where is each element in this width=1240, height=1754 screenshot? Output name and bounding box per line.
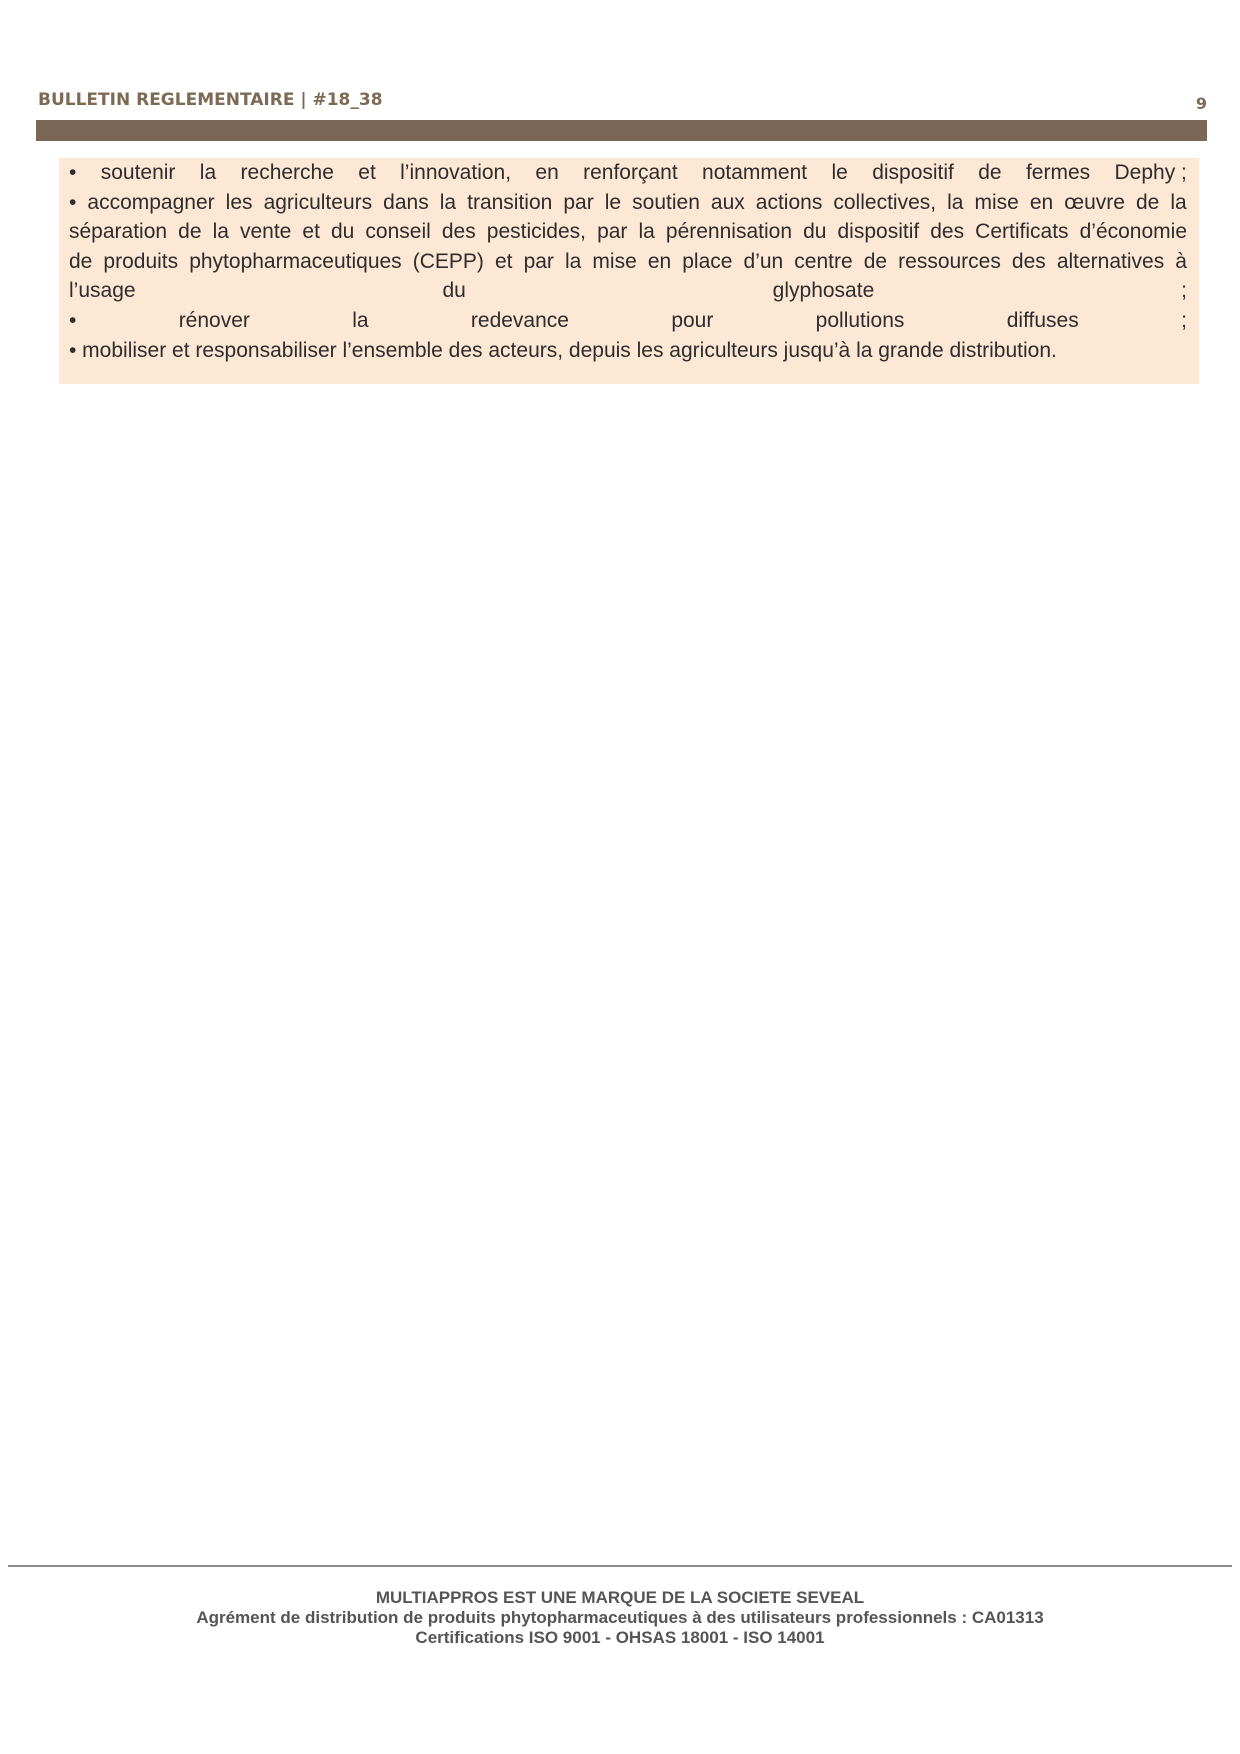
word: par: [597, 220, 628, 244]
word: par: [563, 190, 594, 214]
footer-agrement-line: Agrément de distribution de produits phytopharmaceutiques à des utilisateurs professionnels : CA01313: [196, 1608, 1044, 1627]
word: mise: [592, 249, 637, 273]
word: •: [69, 308, 77, 332]
word: pollutions: [815, 308, 905, 332]
word: •: [69, 161, 77, 184]
word: la: [439, 190, 457, 214]
word: dans: [383, 190, 429, 214]
word: séparation: [69, 220, 168, 244]
word: agriculteurs: [263, 190, 373, 214]
footer-brand-line: MULTIAPPROS EST UNE MARQUE DE LA SOCIETE SEVEAL: [375, 1588, 865, 1607]
word: •: [69, 190, 77, 214]
word: produits: [103, 249, 179, 273]
word: de: [978, 161, 1002, 184]
word: recherche: [240, 161, 334, 184]
word: soutenir: [100, 161, 176, 184]
word: redevance: [470, 308, 569, 332]
footer-divider: [8, 1565, 1232, 1567]
word: et: [358, 161, 376, 184]
text-line: [69, 247, 1187, 277]
word: à: [1175, 249, 1187, 273]
word: l’innovation,: [400, 161, 512, 184]
word: la: [199, 161, 217, 184]
word: aux: [710, 190, 745, 214]
word: dispositif: [837, 220, 920, 244]
word: alternatives: [1056, 249, 1165, 273]
word: en: [1029, 190, 1054, 214]
word: ;: [1181, 308, 1187, 332]
text-line: [69, 276, 1187, 306]
word: notamment: [702, 161, 808, 184]
word: la: [1170, 190, 1187, 214]
word: le: [604, 190, 622, 214]
word: et: [302, 220, 320, 244]
word: du: [803, 220, 827, 244]
word: renforçant: [583, 161, 678, 184]
text-line: [69, 188, 1187, 218]
word: soutien: [632, 190, 700, 214]
word: le: [831, 161, 848, 184]
word: de: [863, 249, 888, 273]
word: de: [178, 220, 202, 244]
word: (CEPP): [412, 249, 484, 273]
word: mise: [974, 190, 1019, 214]
word: du: [331, 220, 355, 244]
word: transition: [467, 190, 553, 214]
bulletin-header-title: BULLETIN REGLEMENTAIRE | #18_38: [38, 90, 383, 110]
word: la: [352, 308, 369, 332]
word: en: [647, 249, 672, 273]
word: vente: [239, 220, 292, 244]
word: fermes: [1025, 161, 1091, 184]
word: diffuses: [1006, 308, 1079, 332]
word: et: [495, 249, 513, 273]
word: pérennisation: [665, 220, 792, 244]
page-number: 9: [1195, 94, 1207, 113]
word: du: [442, 279, 466, 303]
word: la: [947, 190, 964, 214]
word: collectives,: [833, 190, 937, 214]
word: les: [225, 190, 253, 214]
word: place: [682, 249, 733, 273]
footer-certifications-line: Certifications ISO 9001 - OHSAS 18001 - ISO 14001: [415, 1628, 825, 1647]
word: Dephy ;: [1114, 161, 1187, 184]
word: centre: [794, 249, 853, 273]
word: d’économie: [1079, 220, 1187, 244]
word: l’usage: [69, 279, 136, 303]
measures-text: [69, 158, 1187, 365]
word: de: [69, 249, 93, 273]
word: des: [930, 220, 965, 244]
header-bar: [36, 120, 1207, 141]
word: des: [441, 220, 476, 244]
word: pesticides,: [486, 220, 586, 244]
word: la: [565, 249, 582, 273]
word: d’un: [743, 249, 784, 273]
word: œuvre: [1064, 190, 1125, 214]
word: actions: [755, 190, 823, 214]
word: des: [1011, 249, 1046, 273]
word: conseil: [365, 220, 431, 244]
word: la: [638, 220, 655, 244]
text-line: [69, 158, 1187, 188]
footer: [0, 1588, 1240, 1648]
text-line: • mobiliser et responsabiliser l’ensemble des acteurs, depuis les agriculteurs jusqu’à la grande distribution.: [69, 338, 1057, 362]
text-line: [69, 306, 1187, 336]
word: glyphosate: [772, 279, 875, 303]
word: pour: [671, 308, 714, 332]
word: la: [212, 220, 229, 244]
word: rénover: [178, 308, 250, 332]
word: accompagner: [87, 190, 215, 214]
word: phytopharmaceutiques: [189, 249, 402, 273]
text-line: [69, 217, 1187, 247]
word: dispositif: [872, 161, 954, 184]
word: de: [1135, 190, 1160, 214]
word: ressources: [898, 249, 1001, 273]
word: par: [523, 249, 554, 273]
word: ;: [1181, 279, 1187, 303]
word: en: [535, 161, 559, 184]
word: Certificats: [975, 220, 1069, 244]
